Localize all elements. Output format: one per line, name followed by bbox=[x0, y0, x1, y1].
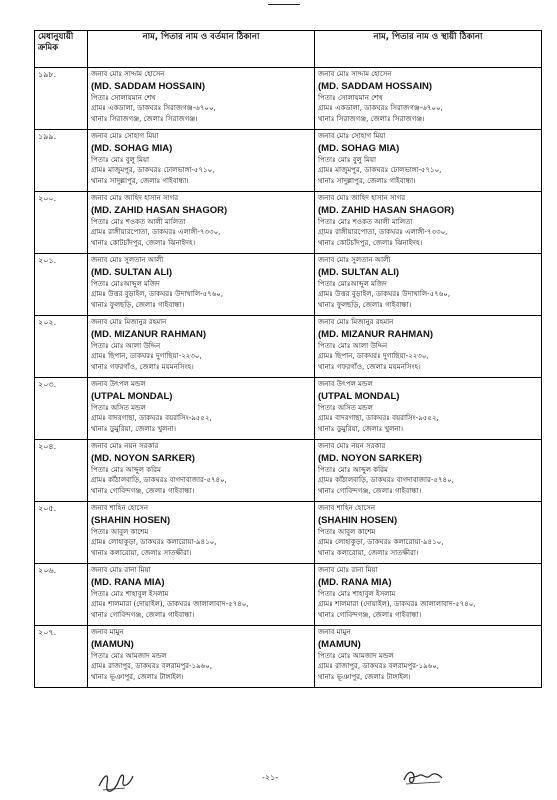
village-postoffice: গ্রামঃ শালমারা (দোয়াইল), ডাকঘরঃ জালালাবাদ-৫৭৪০, bbox=[91, 600, 249, 608]
thana-district: থানাঃ ফুলছড়ি, জেলাঃ গাইবান্ধা। bbox=[318, 300, 412, 309]
permanent-address-cell bbox=[315, 316, 542, 378]
permanent-address-cell bbox=[315, 440, 542, 502]
village-postoffice: গ্রামঃ রাঙ্গীয়ারপোতা, ডাকঘরঃ এলাঙ্গী-৭৩৩০, bbox=[91, 228, 221, 236]
father-name: পিতাঃ মোঃ আব্দুল করিম bbox=[91, 465, 161, 474]
father-name: পিতাঃ মোঃআব্দুল মজিদ bbox=[318, 279, 387, 288]
father-name: পিতাঃ মোঃ আলা উদ্দিন bbox=[318, 341, 388, 350]
serial-cell: ২০৩. bbox=[35, 378, 88, 440]
table-row bbox=[35, 440, 542, 502]
name-english: (MD. RANA MIA) bbox=[318, 576, 392, 588]
serial-cell: ১৯৯. bbox=[35, 130, 88, 192]
thana-district: থানাঃ ভূঞাপুর, জেলাঃ টাঙ্গাইল। bbox=[318, 672, 411, 681]
name-english: (MAMUN) bbox=[318, 638, 361, 650]
table-header-row bbox=[35, 31, 542, 68]
village-postoffice: গ্রামঃ রাঙ্গীয়ারপোতা, ডাকঘরঃ এলাঙ্গী-৭৩৩০, bbox=[318, 228, 448, 236]
name-english: (SHAHIN HOSEN) bbox=[318, 514, 398, 526]
village-postoffice: গ্রামঃ কাঁঠালবাড়ি, ডাকঘরঃ বাগদাবাজার-৫৭৪০, bbox=[91, 476, 227, 484]
permanent-address-cell bbox=[315, 130, 542, 192]
present-address-cell bbox=[88, 316, 315, 378]
father-name: পিতাঃ মোঃ শাহাবুল ইসলাম bbox=[318, 589, 396, 598]
thana-district: থানাঃ সাদুল্লাপুর, জেলাঃ গাইবান্ধা। bbox=[91, 176, 189, 185]
name-english: (SHAHIN HOSEN) bbox=[91, 514, 171, 526]
serial-cell: ২০২. bbox=[35, 316, 88, 378]
name-bengali: জনাব মোঃ রানা মিয়া bbox=[91, 566, 151, 574]
present-address-cell bbox=[88, 564, 315, 626]
permanent-address-cell bbox=[315, 564, 542, 626]
permanent-address-cell bbox=[315, 68, 542, 130]
serial-cell: ২০৫. bbox=[35, 502, 88, 564]
father-name: পিতাঃ মোঃ শওকত আলী মালিতা bbox=[318, 217, 413, 226]
village-postoffice: গ্রামঃ বাদরগাছা, ডাকঘরঃ বয়রাসিং-৯৫৫২, bbox=[91, 414, 212, 422]
thana-district: থানাঃ গফরগাঁও, জেলাঃ ময়মনসিংহ। bbox=[91, 362, 194, 371]
name-bengali: জনাব মোঃ সুলতান আলী bbox=[318, 256, 391, 264]
father-name: পিতাঃ মোঃআব্দুল মজিদ bbox=[91, 279, 160, 288]
serial-cell: ২০৪. bbox=[35, 440, 88, 502]
name-english: (MD. SULTAN ALI) bbox=[318, 266, 400, 278]
father-name: পিতাঃ আবুল কাশেম bbox=[318, 527, 376, 536]
father-name: পিতাঃ মোঃ বুলু মিয়া bbox=[318, 155, 377, 164]
thana-district: থানাঃ ডুমুরিয়া, জেলাঃ খুলনা। bbox=[318, 424, 404, 433]
father-name: পিতাঃ মোঃ আলা উদ্দিন bbox=[91, 341, 161, 350]
serial-cell: ২০৭. bbox=[35, 626, 88, 688]
village-postoffice: গ্রামঃ রাজাপুর, ডাকঘরঃ বলরামপুর-১৯৬০, bbox=[91, 662, 212, 670]
thana-district: থানাঃ ফুলছড়ি, জেলাঃ গাইবান্ধা। bbox=[91, 300, 185, 309]
name-english: (MD. NOYON SARKER) bbox=[91, 452, 195, 464]
name-english: (MD. RANA MIA) bbox=[91, 576, 165, 588]
table-row bbox=[35, 192, 542, 254]
name-bengali: জনাব উৎপল মন্ডল bbox=[91, 380, 146, 388]
thana-district: থানাঃ কলারোয়া, জেলাঃ সাতক্ষীরা। bbox=[91, 548, 192, 557]
thana-district: থানাঃ কোটচাঁদপুর, জেলাঃ ঝিনাইদহ। bbox=[318, 238, 423, 247]
name-bengali: জনাব মামুন bbox=[91, 628, 124, 636]
name-bengali: জনাব মোঃ জাহিদ হাসান সাগর bbox=[91, 194, 179, 202]
village-postoffice: গ্রামঃ উত্তর বুড়াইল, ডাকঘরঃ উদাখালি-৫৭৬০, bbox=[91, 290, 224, 298]
name-bengali: জনাব মোঃ রানা মিয়া bbox=[318, 566, 378, 574]
name-bengali: জনাব শাহিন হোসেন bbox=[318, 504, 376, 512]
name-english: (MD. NOYON SARKER) bbox=[318, 452, 422, 464]
table-row bbox=[35, 378, 542, 440]
permanent-address-cell bbox=[315, 192, 542, 254]
thana-district: থানাঃ গোবিন্দগঞ্জ, জেলাঃ গাইবান্ধা। bbox=[91, 486, 195, 495]
table-row bbox=[35, 564, 542, 626]
village-postoffice: গ্রামঃ বাদরগাছা, ডাকঘরঃ বয়রাসিং-৯৫৫২, bbox=[318, 414, 439, 422]
village-postoffice: গ্রামঃ লোহাকুড়া, ডাকঘরঃ কলারোয়া-৯৪১০, bbox=[91, 538, 217, 546]
header-serial: মেধানুযায়ী ক্রমিক bbox=[35, 31, 88, 68]
present-address-cell bbox=[88, 626, 315, 688]
name-bengali: জনাব মোঃ নয়ন সরকার bbox=[318, 442, 386, 450]
serial-cell: ২০০. bbox=[35, 192, 88, 254]
candidate-table bbox=[34, 30, 542, 688]
name-english: (MD. SADDAM HOSSAIN) bbox=[318, 80, 432, 92]
thana-district: থানাঃ কোটচাঁদপুর, জেলাঃ ঝিনাইদহ। bbox=[91, 238, 196, 247]
village-postoffice: গ্রামঃ লোহাকুড়া, ডাকঘরঃ কলারোয়া-৯৪১০, bbox=[318, 538, 444, 546]
father-name: পিতাঃ মোঃ আমজাদ মন্ডল bbox=[318, 651, 394, 660]
name-bengali: জনাব উৎপল মন্ডল bbox=[318, 380, 373, 388]
name-bengali: জনাব মোঃ সোহাগ মিয়া bbox=[318, 132, 386, 140]
village-postoffice: গ্রামঃ একডালা, ডাকঘরঃ সিরাজগঞ্জ-৬৭০০, bbox=[318, 104, 443, 112]
father-name: পিতাঃ অসিত মন্ডল bbox=[91, 403, 146, 412]
present-address-cell bbox=[88, 68, 315, 130]
present-address-cell bbox=[88, 254, 315, 316]
name-english: (MAMUN) bbox=[91, 638, 134, 650]
village-postoffice: গ্রামঃ কাঁঠালবাড়ি, ডাকঘরঃ বাগদাবাজার-৫৭৪০, bbox=[318, 476, 454, 484]
name-english: (MD. SADDAM HOSSAIN) bbox=[91, 80, 205, 92]
name-english: (UTPAL MONDAL) bbox=[318, 390, 400, 402]
name-english: (MD. ZAHID HASAN SHAGOR) bbox=[318, 204, 455, 216]
right-signature bbox=[400, 766, 446, 790]
table-row bbox=[35, 626, 542, 688]
father-name: পিতাঃ মোঃ শওকত আলী মালিতা bbox=[91, 217, 186, 226]
left-signature bbox=[95, 766, 137, 794]
present-address-cell bbox=[88, 378, 315, 440]
thana-district: থানাঃ গোবিন্দগঞ্জ, জেলাঃ গাইবান্ধা। bbox=[318, 610, 422, 619]
thana-district: থানাঃ কলারোয়া, জেলাঃ সাতক্ষীরা। bbox=[318, 548, 419, 557]
thana-district: থানাঃ ভূঞাপুর, জেলাঃ টাঙ্গাইল। bbox=[91, 672, 184, 681]
present-address-cell bbox=[88, 130, 315, 192]
table-row bbox=[35, 254, 542, 316]
table-row bbox=[35, 130, 542, 192]
name-bengali: জনাব শাহিন হোসেন bbox=[91, 504, 149, 512]
permanent-address-cell bbox=[315, 626, 542, 688]
village-postoffice: গ্রামঃ একডালা, ডাকঘরঃ সিরাজগঞ্জ-৬৭০০, bbox=[91, 104, 216, 112]
permanent-address-cell bbox=[315, 378, 542, 440]
father-name: পিতাঃ মোঃ বুলু মিয়া bbox=[91, 155, 150, 164]
father-name: পিতাঃ মোঃ আমজাদ মন্ডল bbox=[91, 651, 167, 660]
village-postoffice: গ্রামঃ রাজাপুর, ডাকঘরঃ বলরামপুর-১৯৬০, bbox=[318, 662, 439, 670]
name-english: (UTPAL MONDAL) bbox=[91, 390, 173, 402]
name-bengali: জনাব মোঃ সুলতান আলী bbox=[91, 256, 164, 264]
thana-district: থানাঃ গোবিন্দগঞ্জ, জেলাঃ গাইবান্ধা। bbox=[318, 486, 422, 495]
father-name: পিতাঃ সোলায়মান শেখ bbox=[318, 93, 383, 102]
name-english: (MD. MIZANUR RAHMAN) bbox=[318, 328, 434, 340]
serial-cell: ২০৬. bbox=[35, 564, 88, 626]
name-bengali: জনাব মোঃ মিজানুর রহমান bbox=[91, 318, 167, 326]
table-row bbox=[35, 316, 542, 378]
name-english: (MD. SOHAG MIA) bbox=[318, 142, 400, 154]
father-name: পিতাঃ মোঃ শাহাবুল ইসলাম bbox=[91, 589, 169, 598]
name-bengali: জনাব মোঃ সোহাগ মিয়া bbox=[91, 132, 159, 140]
name-english: (MD. SULTAN ALI) bbox=[91, 266, 173, 278]
header-permanent-address: নাম, পিতার নাম ও স্থায়ী ঠিকানা bbox=[315, 31, 542, 68]
name-bengali: জনাব মোঃ সাদ্দাম হোসেন bbox=[318, 70, 392, 78]
present-address-cell bbox=[88, 502, 315, 564]
name-bengali: জনাব মোঃ মিজানুর রহমান bbox=[318, 318, 394, 326]
present-address-cell bbox=[88, 440, 315, 502]
permanent-address-cell bbox=[315, 254, 542, 316]
thana-district: থানাঃ ডুমুরিয়া, জেলাঃ খুলনা। bbox=[91, 424, 177, 433]
name-bengali: জনাব মামুন bbox=[318, 628, 351, 636]
page-number: -২১- bbox=[262, 773, 279, 782]
father-name: পিতাঃ সোলায়মান শেখ bbox=[91, 93, 156, 102]
top-scan-mark bbox=[268, 4, 300, 11]
village-postoffice: গ্রামঃ উত্তর বুড়াইল, ডাকঘরঃ উদাখালি-৫৭৬০, bbox=[318, 290, 451, 298]
name-bengali: জনাব মোঃ নয়ন সরকার bbox=[91, 442, 159, 450]
thana-district: থানাঃ গোবিন্দগঞ্জ, জেলাঃ গাইবান্ধা। bbox=[91, 610, 195, 619]
serial-cell: ২০১. bbox=[35, 254, 88, 316]
thana-district: থানাঃ সিরাজগঞ্জ, জেলাঃ সিরাজগঞ্জ। bbox=[91, 114, 198, 123]
father-name: পিতাঃ অসিত মন্ডল bbox=[318, 403, 373, 412]
village-postoffice: গ্রামঃ মাজুমপুর, ডাকঘরঃ ঢোলভাঙ্গা-৫৭১০, bbox=[91, 166, 215, 174]
thana-district: থানাঃ গফরগাঁও, জেলাঃ ময়মনসিংহ। bbox=[318, 362, 421, 371]
name-english: (MD. ZAHID HASAN SHAGOR) bbox=[91, 204, 228, 216]
thana-district: থানাঃ সিরাজগঞ্জ, জেলাঃ সিরাজগঞ্জ। bbox=[318, 114, 425, 123]
header-present-address: নাম, পিতার নাম ও বর্তমান ঠিকানা bbox=[88, 31, 315, 68]
page-footer bbox=[0, 760, 557, 800]
father-name: পিতাঃ মোঃ আব্দুল করিম bbox=[318, 465, 388, 474]
name-bengali: জনাব মোঃ জাহিদ হাসান সাগর bbox=[318, 194, 406, 202]
village-postoffice: গ্রামঃ মাজুমপুর, ডাকঘরঃ ঢোলভাঙ্গা-৫৭১০, bbox=[318, 166, 442, 174]
village-postoffice: গ্রামঃ ছিপান, ডাকঘরঃ দুগাছিয়া-২২৩০, bbox=[91, 352, 202, 360]
table-body bbox=[35, 68, 542, 688]
table-row bbox=[35, 502, 542, 564]
village-postoffice: গ্রামঃ শালমারা (দোয়াইল), ডাকঘরঃ জালালাবাদ-৫৭৪০, bbox=[318, 600, 476, 608]
present-address-cell bbox=[88, 192, 315, 254]
permanent-address-cell bbox=[315, 502, 542, 564]
table-row bbox=[35, 68, 542, 130]
name-english: (MD. MIZANUR RAHMAN) bbox=[91, 328, 207, 340]
name-bengali: জনাব মোঃ সাদ্দাম হোসেন bbox=[91, 70, 165, 78]
village-postoffice: গ্রামঃ ছিপান, ডাকঘরঃ দুগাছিয়া-২২৩০, bbox=[318, 352, 429, 360]
name-english: (MD. SOHAG MIA) bbox=[91, 142, 173, 154]
father-name: পিতাঃ আবুল কাশেম bbox=[91, 527, 149, 536]
thana-district: থানাঃ সাদুল্লাপুর, জেলাঃ গাইবান্ধা। bbox=[318, 176, 416, 185]
serial-cell: ১৯৮. bbox=[35, 68, 88, 130]
